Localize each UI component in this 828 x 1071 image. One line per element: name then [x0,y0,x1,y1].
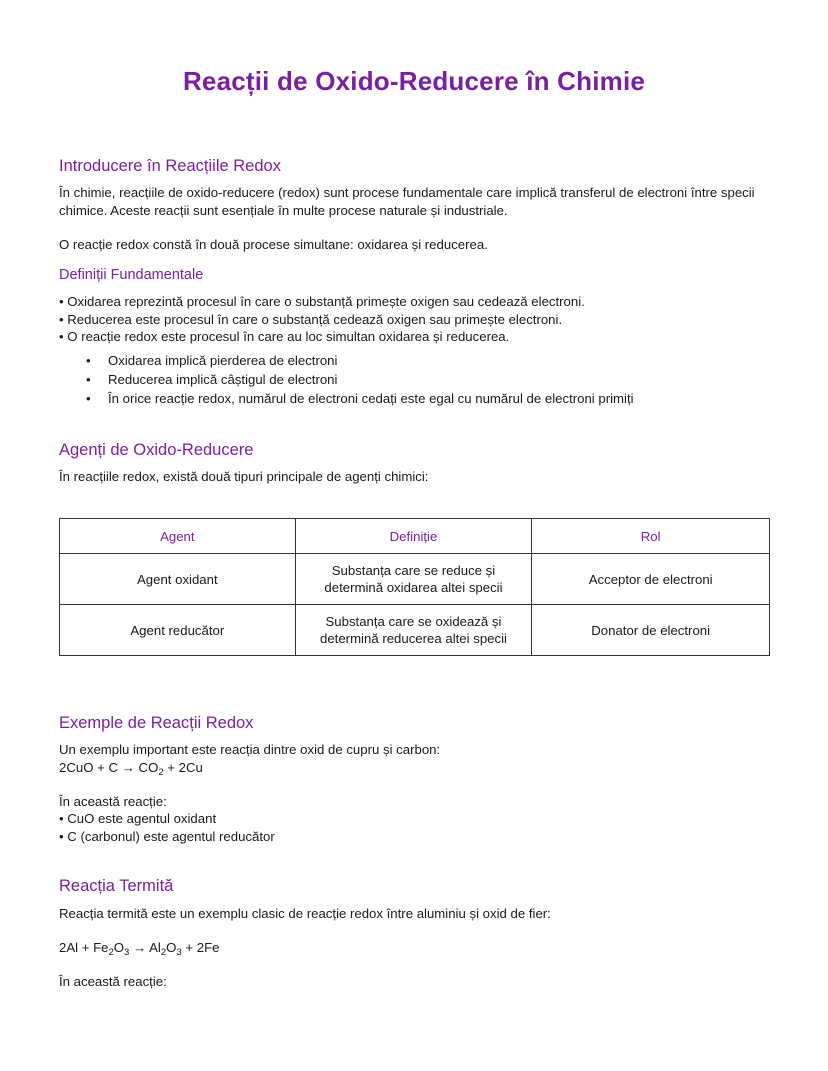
intro-heading: Introducere în Reacțiile Redox [59,157,281,175]
reaction-arrow: → [133,940,147,955]
table-cell: Agent oxidant [60,554,296,605]
equation-part: O [166,940,177,955]
copper-equation [59,759,203,777]
equation-product: + 2Cu [163,760,203,775]
thermite-equation [59,939,220,957]
table-header-cell: Agent [60,519,296,554]
example-line-oxidant: • CuO este agentul oxidant [59,811,217,826]
table-row [60,554,770,605]
subscript: 3 [176,947,182,958]
table-header-cell: Definiție [295,519,532,554]
examples-heading: Exemple de Reacții Redox [59,714,254,732]
subscript: 2 [158,767,164,778]
subscript: 3 [124,947,130,958]
table-cell: Substanța care se oxidează și determină reducerea altei specii [295,605,532,656]
definition-line-redox: • O reacție redox este procesul în care au loc simultan oxidarea și reducerea. [59,329,510,344]
definition-line-oxidation: • Oxidarea reprezintă procesul în care o substanță primește oxigen sau cedează electroni. [59,294,585,309]
table-header-cell: Rol [532,519,770,554]
bullet-text: În orice reacție redox, numărul de electroni cedați este egal cu numărul de electroni primiți [108,391,634,406]
equation-reactants: 2CuO + C [59,760,119,775]
bullet-symbol: • [86,353,91,368]
document-title: Reacții de Oxido-Reducere în Chimie [182,66,646,96]
table-cell: Acceptor de electroni [532,554,770,605]
table-row [60,605,770,656]
intro-paragraph-2: O reacție redox constă în două procese simultane: oxidarea și reducerea. [59,237,488,252]
agents-table [59,518,770,656]
subscript: 2 [160,947,167,958]
equation-part: 2Al + Fe [59,940,109,955]
subscript: 2 [108,947,114,958]
thermite-intro: Reacția termită este un exemplu clasic de reacție redox între aluminiu și oxid de fier: [59,906,551,921]
equation-part: O [113,940,125,955]
equation-part: Al [149,940,161,955]
intro-paragraph-1: În chimie, reacțiile de oxido-reducere (redox) sunt procese fundamentale care implică transferul de electroni între specii chimice. Aceste reacții sunt esențiale în multe procese naturale și industriale. [59,185,755,218]
table-cell: Substanța care se reduce și determină oxidarea altei specii [295,554,532,605]
example-line-reducer: • C (carbonul) este agentul reducător [59,829,275,844]
bullet-symbol: • [86,372,91,387]
reaction-arrow: → [121,760,135,775]
bullet-text: Reducerea implică câștigul de electroni [108,372,338,387]
table-cell: Agent reducător [60,605,296,656]
examples-in-reaction: În această reacție: [59,794,167,809]
thermite-heading: Reacția Termită [59,877,174,895]
agents-intro: În reacțiile redox, există două tipuri principale de agenți chimici: [59,469,429,484]
table-header-row [60,519,770,554]
agents-heading: Agenți de Oxido-Reducere [59,441,254,459]
equation-part: + 2Fe [181,940,220,955]
definitions-heading: Definiții Fundamentale [59,267,204,283]
thermite-in-reaction: În această reacție: [59,974,167,989]
examples-intro: Un exemplu important este reacția dintre oxid de cupru și carbon: [59,742,441,757]
bullet-symbol: • [86,391,91,406]
definition-line-reduction: • Reducerea este procesul în care o substanță cedează oxigen sau primește electroni. [59,312,563,327]
bullet-text: Oxidarea implică pierderea de electroni [108,353,338,368]
table-cell: Donator de electroni [532,605,770,656]
equation-product: CO [138,760,159,775]
